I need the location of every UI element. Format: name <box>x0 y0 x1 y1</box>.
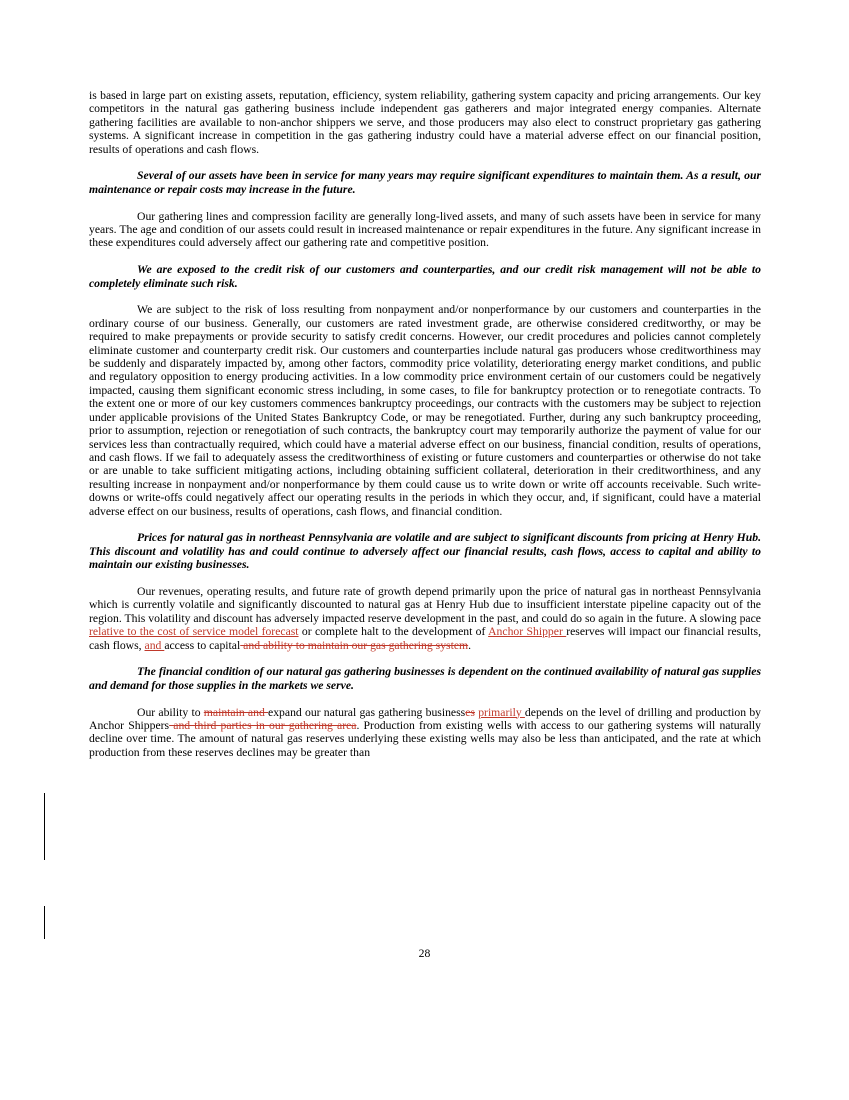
page-content <box>89 89 761 759</box>
text-run: access to capital <box>164 638 241 652</box>
risk-heading-gas-supply: The financial condition of our natural gas gathering businesses is dependent on the continued availability of natural gas supplies and demand for those supplies in the markets we serve. <box>89 665 761 692</box>
text-run: . Production from existing wells with access to our gathering systems will naturally decline over time. The amount of natural gas reserves underlying these existing wells may also be less than anticipated, and the rate at which production from these reserves declines may be greater than <box>89 718 761 759</box>
change-bar <box>44 793 45 860</box>
paragraph-competition: is based in large part on existing assets, reputation, efficiency, system reliability, gathering system capacity and pricing arrangements. Our key competitors in the natural gas gathering business include independent gas gatherers and major integrated energy companies. Alternate gathering facilities are available to non-anchor shippers we serve, and those producers may also elect to construct proprietary gas gathering systems. A significant increase in competition in the gas gathering industry could have a material adverse effect on our financial position, results of operations and cash flows. <box>89 89 761 156</box>
inserted-text: primarily <box>478 705 525 719</box>
risk-heading-credit-risk: We are exposed to the credit risk of our customers and counterparties, and our credit risk management will not be able to completely eliminate such risk. <box>89 263 761 290</box>
deleted-text: and ability to maintain our gas gathering system <box>240 638 469 652</box>
text-run: Our revenues, operating results, and future rate of growth depend primarily upon the price of natural gas in northeast Pennsylvania which is currently volatile and significantly discounted to natural gas at Henry Hub due to insufficient interstate pipeline capacity out of the region. This volatility and discount has adversely impacted reserve development in the past, and could do so again in the future. A slowing pace <box>89 584 761 625</box>
risk-heading-aging-assets: Several of our assets have been in service for many years may require significant expenditures to maintain them. As a result, our maintenance or repair costs may increase in the future. <box>89 169 761 196</box>
inserted-text: Anchor Shipper <box>488 625 567 639</box>
paragraph-gas-prices <box>89 585 761 652</box>
text-run: or complete halt to the development of <box>298 625 489 639</box>
text-run: . <box>468 638 472 652</box>
inserted-text: relative to the cost of service model forecast <box>89 625 299 639</box>
deleted-text: maintain and <box>203 705 269 719</box>
text-run: reserves will impact our financial results, cash flows, <box>89 625 761 652</box>
deleted-text: and third parties in our gathering area <box>169 718 357 732</box>
risk-heading-gas-prices: Prices for natural gas in northeast Pennsylvania are volatile and are subject to significant discounts from pricing at Henry Hub. This discount and volatility has and could continue to adversely affect our financial results, cash flows, access to capital and ability to maintain our existing businesses. <box>89 531 761 572</box>
text-run: depends on the level of drilling and production by Anchor Shippers <box>89 705 762 732</box>
deleted-text: es <box>465 705 475 719</box>
text-run: expand our natural gas gathering business <box>268 705 466 719</box>
paragraph-credit-risk: We are subject to the risk of loss resulting from nonpayment and/or nonperformance by our customers and counterparties in the ordinary course of our business. Generally, our customers are rated investment grade, are otherwise considered creditworthy, or may be required to make prepayments or provide security to satisfy credit concerns. However, our credit procedures and policies cannot completely eliminate customer and counterparty credit risk. Our customers and counterparties include natural gas producers whose creditworthiness may be suddenly and disparately impacted by, among other factors, commodity price volatility, deteriorating energy market conditions, and public and regulatory opposition to energy producing activities. In a low commodity price environment certain of our customers could be negatively impacted, causing them significant economic stress including, in some cases, to file for bankruptcy protection or to renegotiate contracts. To the extent one or more of our key customers commences bankruptcy proceedings, our contracts with the customers may be subject to rejection under applicable provisions of the United States Bankruptcy Code, or may be renegotiated. Further, during any such bankruptcy proceeding, prior to assumption, rejection or renegotiation of such contracts, the bankruptcy court may temporarily authorize the payment of value for our services less than contractually required, which could have a material adverse effect on our business, financial condition, results of operations, and cash flows. If we fail to adequately assess the creditworthiness of existing or future customers and counterparties or otherwise do not take or are unable to take sufficient mitigating actions, including obtaining sufficient collateral, deterioration in their creditworthiness, and any resulting increase in nonpayment and/or nonperformance by them could cause us to write down or write off accounts receivable. Such write-downs or write-offs could negatively affect our operating results in the periods in which they occur, and, if significant, could have a material adverse effect on our business, results of operations, cash flows, and financial condition. <box>89 303 761 518</box>
text-run: Our ability to <box>137 705 204 719</box>
paragraph-aging-assets: Our gathering lines and compression facility are generally long-lived assets, and many of such assets have been in service for many years. The age and condition of our assets could result in increased maintenance or repair expenditures in the future. Any significant increase in these expenditures could adversely affect our gathering rate and competitive position. <box>89 209 761 250</box>
inserted-text: and <box>144 638 165 652</box>
page-number: 28 <box>418 947 431 960</box>
paragraph-gas-supply <box>89 706 761 760</box>
change-bar <box>44 906 45 939</box>
